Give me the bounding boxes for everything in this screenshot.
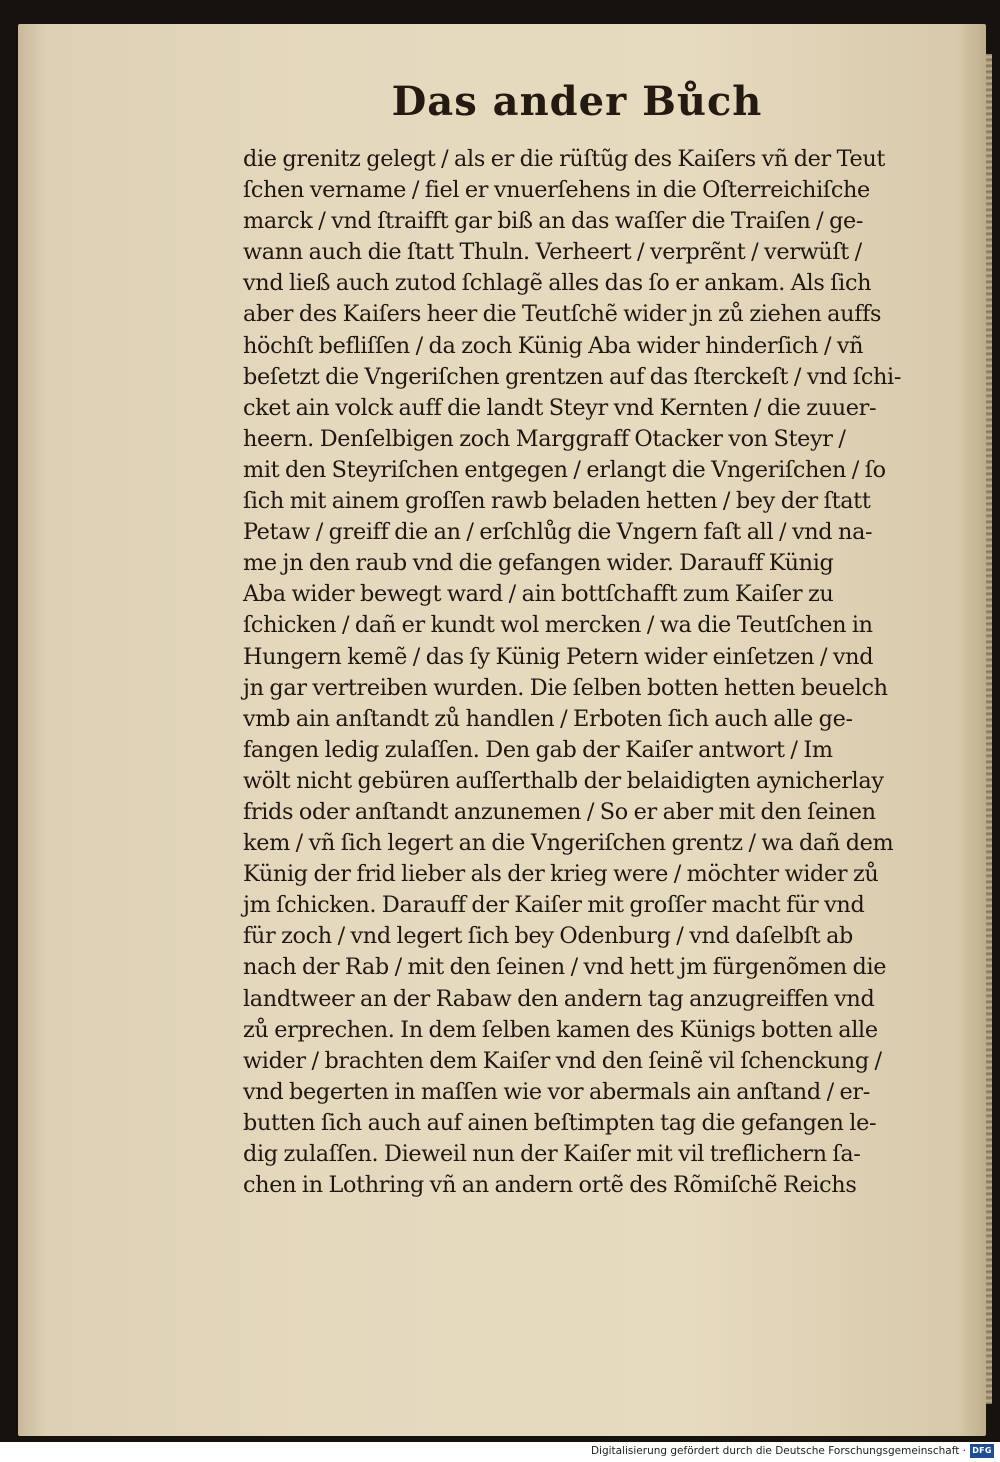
text-line: jm ſchicken. Darauff der Kaiſer mit groſſer macht für vnd (243, 892, 865, 919)
text-line: für zoch / vnd legert ſich bey Odenburg / vnd daſelbſt ab (243, 923, 854, 950)
text-line: vnd begerten in maſſen wie vor abermals ain anſtand / er- (243, 1078, 870, 1105)
text-line: die grenitz gelegt / als er die rüſtũg des Kaiſers vñ der Teut (243, 146, 886, 172)
text-line: ſich mit ainem groſſen rawb beladen hetten / bey der ſtatt (243, 488, 871, 515)
text-line: heern. Denſelbigen zoch Marggraff Otacker von Steyr / (243, 425, 846, 452)
text-line: nach der Rab / mit den ſeinen / vnd hett jm fürgenõmen die (243, 954, 887, 981)
text-line: butten ſich auch auf ainen beſtimpten tag die gefangen le- (243, 1109, 877, 1136)
text-line: chen in Lothring vñ an andern ortẽ des Rõmiſchẽ Reichs (243, 1172, 857, 1199)
text-line: wider / brachten dem Kaiſer vnd den ſeinẽ vil ſchenckung / (243, 1047, 882, 1074)
text-line: höchſt befliſſen / da zoch Künig Aba wider hinderſich / vñ (243, 332, 864, 359)
page-edge (986, 54, 992, 1404)
text-line: frids oder anſtandt anzunemen / So er aber mit den ſeinen (243, 798, 876, 825)
text-line: me jn den raub vnd die gefangen wider. Darauff Künig (243, 550, 834, 577)
text-line: wölt nicht gebüren auſſerthalb der belaidigten aynicherlay (243, 767, 884, 794)
text-line: Künig der frid lieber als der krieg were / möchter wider zů (243, 861, 879, 888)
text-line: aber des Kaiſers heer die Teutſchẽ wider jn zů ziehen auffs (243, 301, 882, 328)
dfg-logo-icon: DFG (970, 1444, 994, 1458)
running-head: Das ander Bůch (391, 78, 763, 125)
footer-bar (0, 1442, 1000, 1462)
text-line: marck / vnd ſtraifft gar biß an das waſſer die Traiſen / ge- (243, 208, 864, 235)
text-line: kem / vñ ſich legert an die Vngeriſchen grentz / wa dañ dem (243, 830, 894, 857)
text-line: vmb ain anſtandt zů handlen / Erboten ſich auch alle ge- (243, 705, 853, 732)
text-line: mit den Steyriſchen entgegen / erlangt die Vngeriſchen / ſo (243, 456, 886, 483)
text-line: vnd ließ auch zutod ſchlagẽ alles das ſo er ankam. Als ſich (243, 270, 872, 297)
text-line: dig zulaſſen. Dieweil nun der Kaiſer mit vil treflichern ſa- (243, 1141, 861, 1167)
text-line: cket ain volck auff die landt Steyr vnd Kernten / die zuuer- (243, 394, 877, 421)
text-line: wann auch die ſtatt Thuln. Verheert / verprẽnt / verwüſt / (243, 239, 862, 266)
text-line: Petaw / greiff die an / erſchlůg die Vngern faſt all / vnd na- (243, 519, 873, 546)
text-line: jn gar vertreiben wurden. Die ſelben botten hetten beuelch (243, 674, 888, 701)
text-line: zů erprechen. In dem ſelben kamen des Künigs botten alle (243, 1016, 878, 1043)
funding-credit: Digitalisierung gefördert durch die Deutsche Forschungsgemeinschaft · (590, 1445, 966, 1457)
text-line: Hungern kemẽ / das ſy Künig Petern wider einſetzen / vnd (243, 643, 874, 670)
text-line: fangen ledig zulaſſen. Den gab der Kaiſer antwort / Im (243, 736, 833, 763)
book-page (18, 24, 986, 1436)
text-line: landtweer an der Rabaw den andern tag anzugreiffen vnd (243, 985, 875, 1012)
text-line: beſetzt die Vngeriſchen grentzen auf das ſterckeſt / vnd ſchi- (243, 363, 902, 390)
body-text (243, 144, 983, 1201)
text-line: Aba wider bewegt ward / ain bottſchafft zum Kaiſer zu (243, 581, 834, 608)
text-line: ſchen vername / fiel er vnuerſehens in die Oſterreichiſche (243, 177, 870, 204)
text-line: ſchicken / dañ er kundt wol mercken / wa die Teutſchen in (243, 612, 873, 639)
